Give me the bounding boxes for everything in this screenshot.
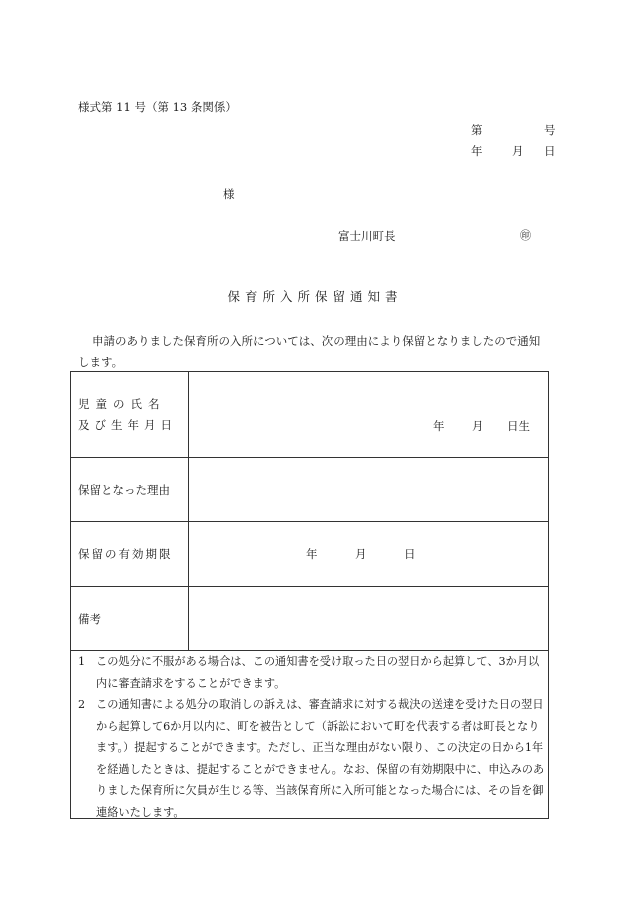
form-table [70,371,549,651]
table-row-child [71,372,549,458]
child-label-line1: 児童の氏名 [78,396,166,411]
validity-day: 日 [404,547,416,561]
birth-month: 月 [472,419,484,433]
reason-label: 保留となった理由 [71,458,189,522]
note-text: この処分に不服がある場合は、この通知書を受け取った日の翌日から起算して、3か月以内に審査請求をすることができます。 [96,655,540,690]
date-day: 日 [544,144,556,158]
note-number: 1 [78,655,86,668]
birth-year: 年 [433,419,445,433]
doc-no-suffix: 号 [544,123,556,137]
table-row-reason [71,458,549,522]
document-title: 保育所入所保留通知書 [227,289,403,304]
validity-month: 月 [355,547,367,561]
issuer: 富士川町長 [338,229,396,243]
note-number: 2 [78,698,86,711]
doc-no-label: 第 [471,123,483,137]
document-number [471,122,556,138]
form-number: 様式第 11 号（第 13 条関係） [78,100,237,114]
note-item [78,694,548,823]
child-label-line2: 及び生年月日 [78,417,177,432]
child-label [71,372,189,458]
notes-box [70,649,549,819]
note-item [78,651,548,694]
date-year: 年 [471,144,483,158]
table-row-validity [71,522,549,587]
remarks-value [189,587,549,651]
validity-year: 年 [306,547,318,561]
intro-text: 申請のありました保育所の入所については、次の理由により保留となりましたので通知します。 [78,334,541,369]
table-row-remarks [71,587,549,651]
addressee-suffix: 様 [223,187,235,201]
validity-value [189,522,549,587]
note-text: この通知書による処分の取消しの訴えは、審査請求に対する裁決の送達を受けた日の翌日から起算して6か月以内に、町を被告として（訴訟において町を代表する者は町長となります。）提起することができます。ただし、正当な理由がない限り、この決定の日から1年を経過したときは、提起することができません。なお、保留の有効期限中に、申込みのありました保育所に欠員が生じる等、当該保育所に入所可能となった場合には、その旨を御連絡いたします。 [96,698,545,819]
seal-mark: ㊞ [520,229,531,242]
date-month: 月 [512,144,524,158]
validity-label: 保留の有効期限 [71,522,189,587]
reason-value [189,458,549,522]
birth-day: 日生 [507,419,530,433]
child-value [189,372,549,458]
remarks-label: 備考 [71,587,189,651]
